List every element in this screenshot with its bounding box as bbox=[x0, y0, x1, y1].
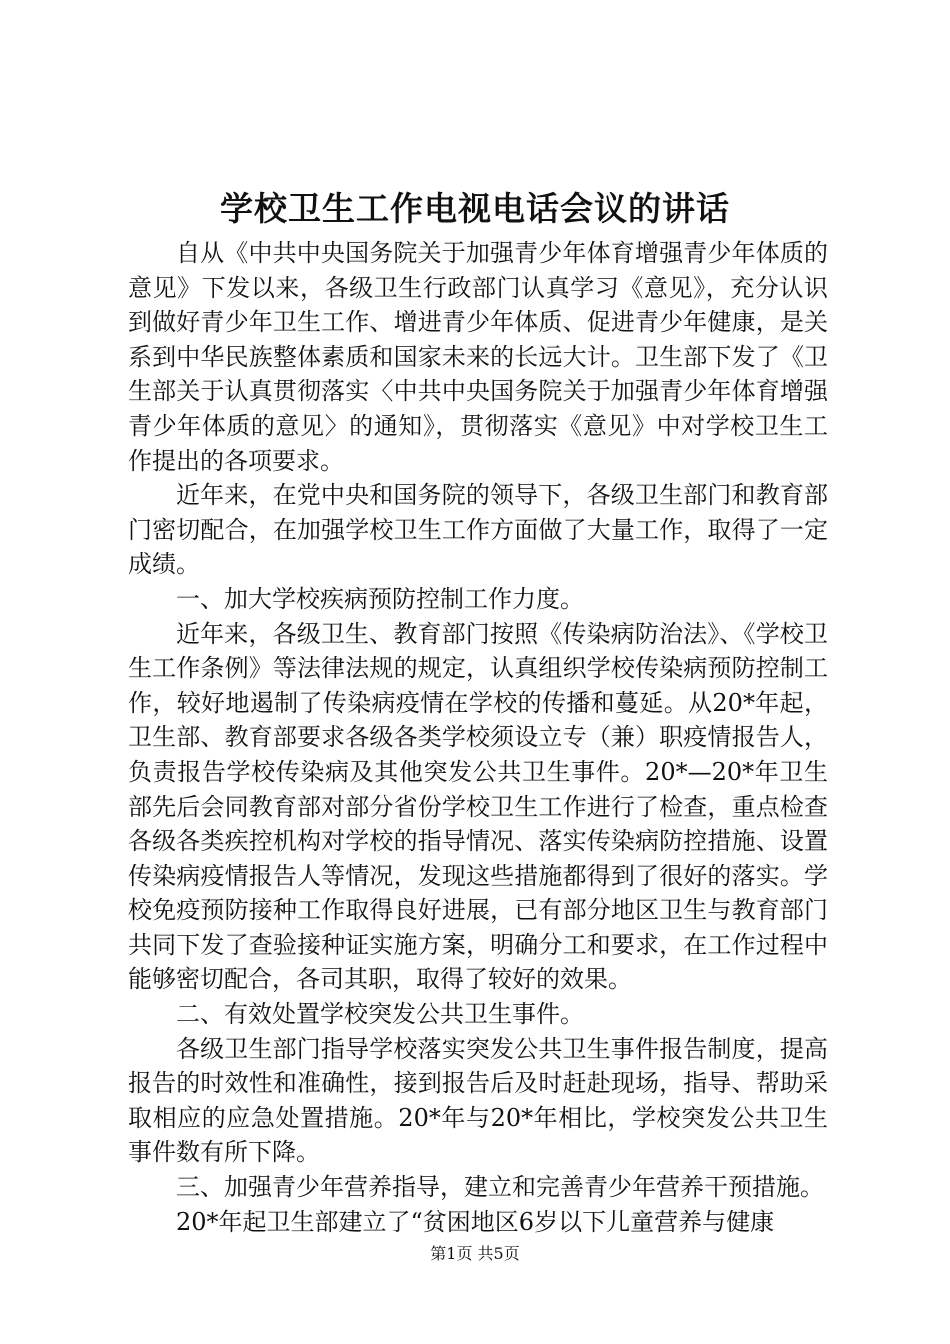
paragraph-nutrition: 20*年起卫生部建立了“贫困地区6岁以下儿童营养与健康 bbox=[176, 1207, 775, 1236]
section-heading-1: 一、加大学校疾病预防控制工作力度。 bbox=[176, 584, 584, 613]
document-title: 学校卫生工作电视电话会议的讲话 bbox=[220, 189, 730, 228]
paragraph-intro: 自从《中共中央国务院关于加强青少年体育增强青少年体质的意见》下发以来，各级卫生行政部门认真学习《意见》，充分认识到做好青少年卫生工作、增进青少年体质、促进青少年健康，是关系到中华民族整体素质和国家未来的长远大计。卫生部下发了《卫生部关于认真贯彻落实〈中共中央国务院关于加强青少年体育增强青少年体质的意见〉的通知》，贯彻落实《意见》中对学校卫生工作提出的各项要求。 bbox=[128, 239, 828, 475]
paragraph-achievements: 近年来，在党中央和国务院的领导下，各级卫生部门和教育部门密切配合，在加强学校卫生工作方面做了大量工作，取得了一定成绩。 bbox=[128, 481, 828, 579]
document-body bbox=[128, 236, 828, 1239]
page-footer: 第1页 共5页 bbox=[430, 1244, 520, 1263]
section-heading-3: 三、加强青少年营养指导，建立和完善青少年营养干预措施。 bbox=[176, 1173, 824, 1202]
section-heading-2: 二、有效处置学校突发公共卫生事件。 bbox=[176, 1000, 584, 1029]
paragraph-emergency: 各级卫生部门指导学校落实突发公共卫生事件报告制度，提高报告的时效性和准确性，接到报告后及时赶赴现场，指导、帮助采取相应的应急处置措施。20*年与20*年相比，学校突发公共卫生事件数有所下降。 bbox=[128, 1034, 828, 1167]
paragraph-disease-control: 近年来，各级卫生、教育部门按照《传染病防治法》、《学校卫生工作条例》等法律法规的规定，认真组织学校传染病预防控制工作，较好地遏制了传染病疫情在学校的传播和蔓延。从20*年起，卫生部、教育部要求各级各类学校须设立专（兼）职疫情报告人，负责报告学校传染病及其他突发公共卫生事件。20*—20*年卫生部先后会同教育部对部分省份学校卫生工作进行了检查，重点检查各级各类疾控机构对学校的指导情况、落实传染病防控措施、设置传染病疫情报告人等情况，发现这些措施都得到了很好的落实。学校免疫预防接种工作取得良好进展，已有部分地区卫生与教育部门共同下发了查验接种证实施方案，明确分工和要求，在工作过程中能够密切配合，各司其职，取得了较好的效果。 bbox=[128, 619, 828, 994]
